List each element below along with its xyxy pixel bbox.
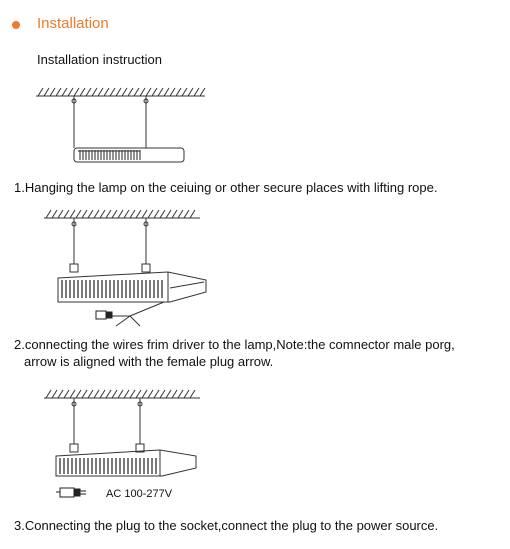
plug-icon bbox=[56, 488, 86, 497]
step-3-text: 3.Connecting the plug to the socket,connect the plug to the power source. bbox=[14, 518, 439, 533]
step-2-text-line1: 2.connecting the wires frim driver to the lamp,Note:the comnector male porg, bbox=[14, 337, 455, 352]
voltage-label: AC 100-277V bbox=[106, 488, 173, 500]
step-1-text: 1.Hanging the lamp on the ceiuing or other secure places with lifting rope. bbox=[14, 180, 438, 195]
subtitle: Installation instruction bbox=[37, 52, 163, 67]
section-title: Installation bbox=[37, 15, 109, 32]
step-2-text-line2: arrow is aligned with the female plug arrow. bbox=[24, 354, 274, 369]
